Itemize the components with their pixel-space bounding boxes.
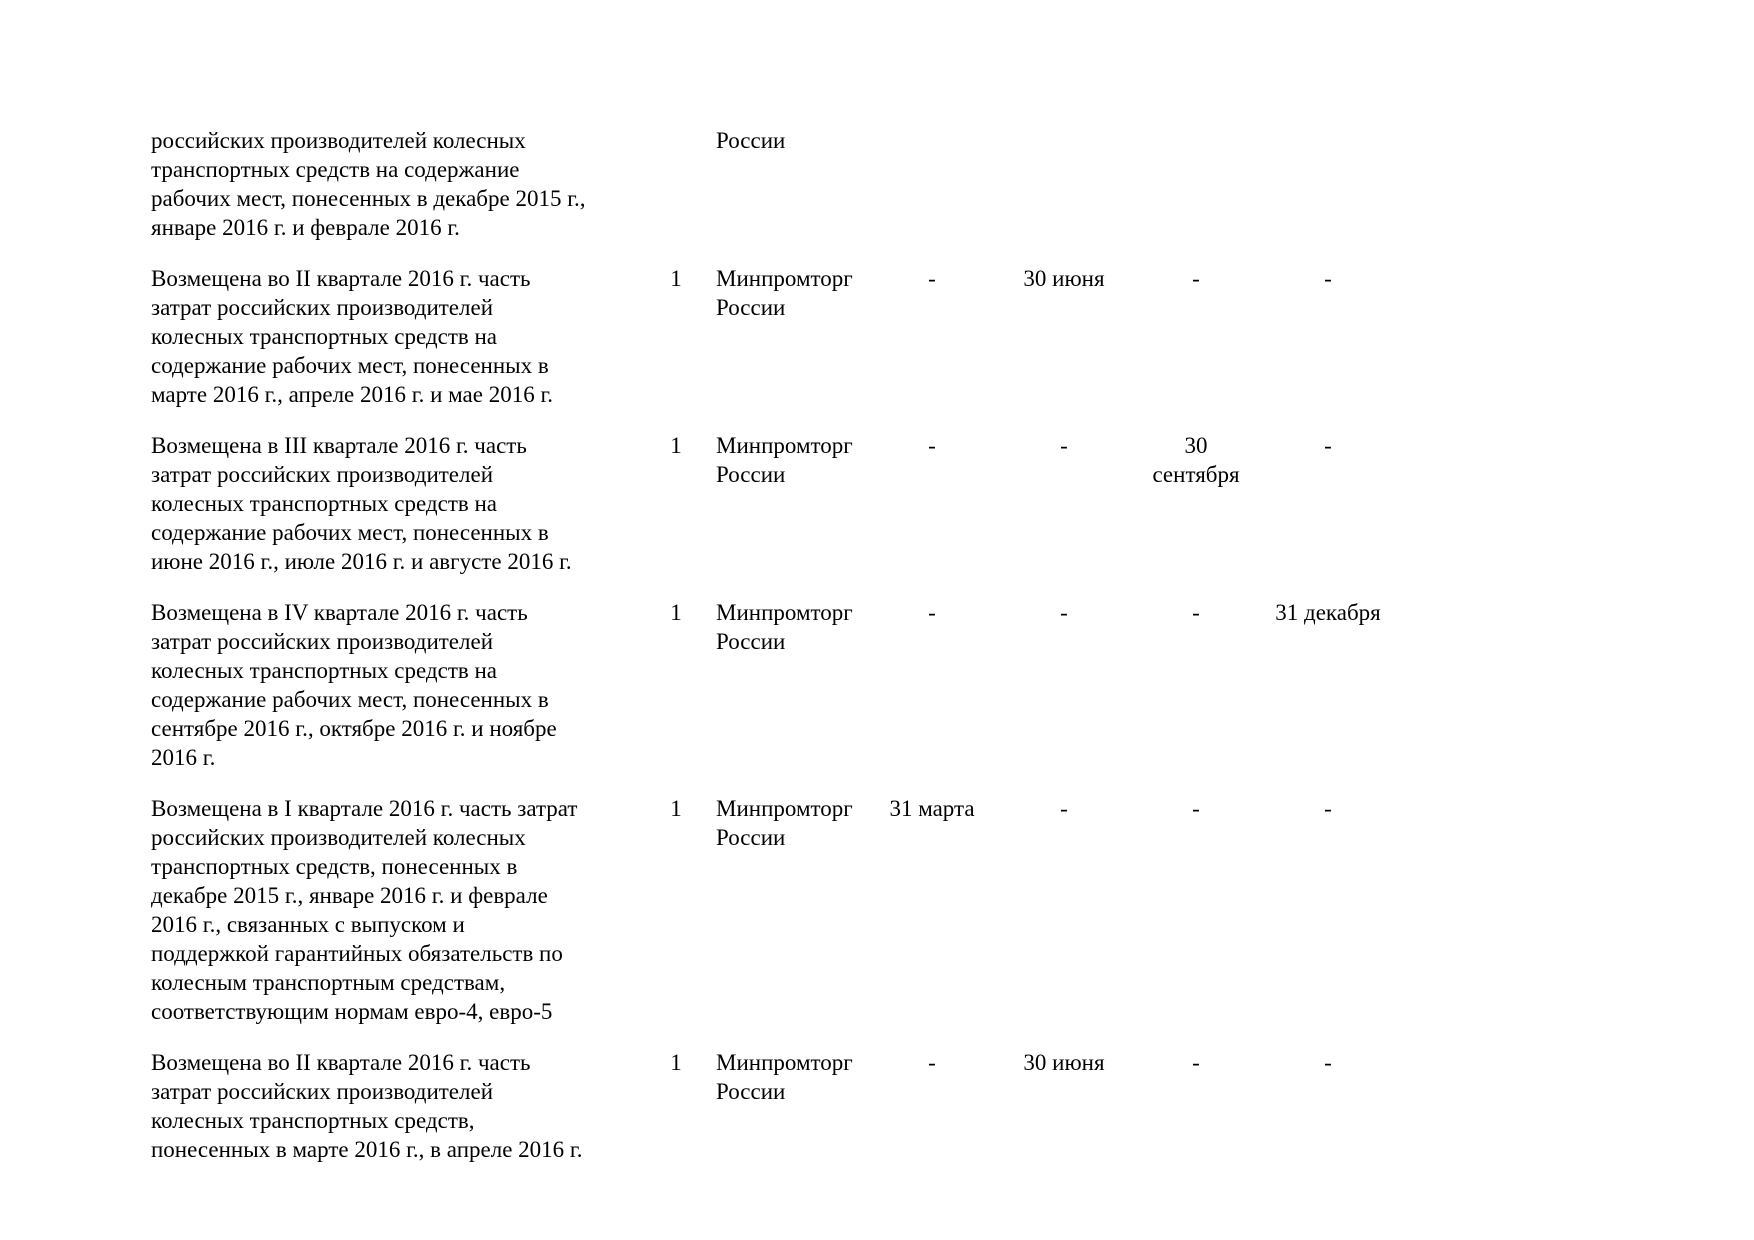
event-q2-date: 30 июня: [1023, 266, 1105, 291]
event-q2-date: [998, 126, 1130, 242]
row-spacer: [151, 576, 1394, 598]
event-executor: Минпромторг России: [716, 266, 853, 320]
event-q1-date: -: [928, 266, 936, 291]
event-q1-date: -: [928, 433, 936, 458]
event-q4-date: -: [1324, 1050, 1332, 1075]
row-spacer: [151, 242, 1394, 264]
event-number: 1: [670, 266, 682, 291]
event-executor: Минпромторг России: [716, 433, 853, 487]
table-row: [151, 1048, 1394, 1164]
table-row: [151, 794, 1394, 1026]
event-number: 1: [670, 433, 682, 458]
event-q3-date: -: [1192, 1050, 1200, 1075]
event-number: 1: [670, 1050, 682, 1075]
event-number: [636, 126, 716, 242]
event-executor: Минпромторг России: [716, 796, 853, 850]
event-executor: Минпромторг России: [716, 1050, 853, 1104]
events-table: [151, 126, 1394, 1164]
event-q4-date: 31 декабря: [1275, 600, 1381, 625]
event-q1-date: [866, 126, 998, 242]
row-spacer: [151, 772, 1394, 794]
event-description: Возмещена в IV квартале 2016 г. часть затрат российских производителей колесных транспортных средств на содержание рабочих мест, понесенных в сентябре 2016 г., октябре 2016 г. и ноябре 2016 г.: [151, 600, 557, 770]
event-q3-date: 30 сентября: [1152, 433, 1240, 487]
event-q3-date: -: [1192, 600, 1200, 625]
event-q3-date: [1130, 126, 1262, 242]
event-description: Возмещена во II квартале 2016 г. часть затрат российских производителей колесных транспортных средств на содержание рабочих мест, понесенных в марте 2016 г., апреле 2016 г. и мае 2016 г.: [151, 266, 554, 407]
event-q4-date: -: [1324, 796, 1332, 821]
event-q4-date: -: [1324, 433, 1332, 458]
event-executor: Минпромторг России: [716, 600, 853, 654]
event-q2-date: -: [1060, 796, 1068, 821]
event-q4-date: -: [1324, 266, 1332, 291]
event-number: 1: [670, 600, 682, 625]
event-q2-date: -: [1060, 433, 1068, 458]
table-row: [151, 431, 1394, 576]
table-row: [151, 598, 1394, 772]
event-description: российских производителей колесных транспортных средств на содержание рабочих мест, понесенных в декабре 2015 г., январе 2016 г. и феврале 2016 г.: [151, 128, 586, 240]
event-description: Возмещена в III квартале 2016 г. часть затрат российских производителей колесных транспортных средств на содержание рабочих мест, понесенных в июне 2016 г., июле 2016 г. и августе 2016 г.: [151, 433, 572, 574]
event-q1-date: -: [928, 1050, 936, 1075]
event-number: 1: [670, 796, 682, 821]
event-executor: России: [716, 128, 786, 153]
event-q1-date: -: [928, 600, 936, 625]
event-description: Возмещена во II квартале 2016 г. часть затрат российских производителей колесных транспортных средств, понесенных в марте 2016 г., в апреле 2016 г.: [151, 1050, 583, 1162]
event-q4-date: [1262, 126, 1394, 242]
event-q2-date: 30 июня: [1023, 1050, 1105, 1075]
table-row: [151, 126, 1394, 242]
row-spacer: [151, 409, 1394, 431]
table-row: [151, 264, 1394, 409]
event-q3-date: -: [1192, 796, 1200, 821]
event-description: Возмещена в I квартале 2016 г. часть затрат российских производителей колесных транспортных средств, понесенных в декабре 2015 г., январе 2016 г. и феврале 2016 г., связанных с выпуском и поддержкой гарантийных обязательств по колесным транспортным средствам, соответствующим нормам евро-4, евро-5: [151, 796, 578, 1024]
row-spacer: [151, 1026, 1394, 1048]
event-q3-date: -: [1192, 266, 1200, 291]
event-q1-date: 31 марта: [889, 796, 975, 821]
event-q2-date: -: [1060, 600, 1068, 625]
